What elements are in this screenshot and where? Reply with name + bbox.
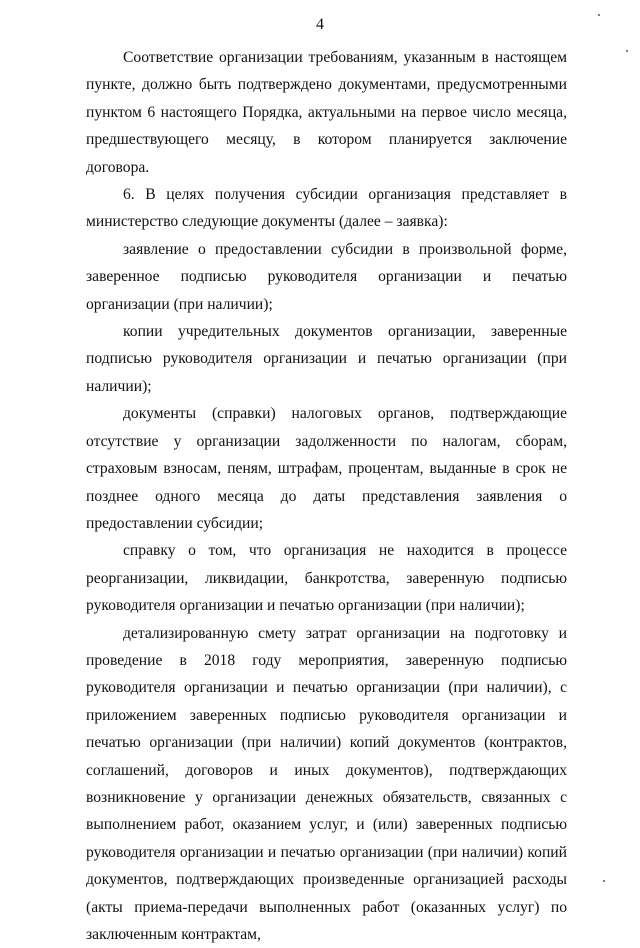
scan-speck bbox=[603, 880, 605, 882]
paragraph-reorganization-certificate: справку о том, что организация не находится в процессе реорганизации, ликвидации, банкротства, заверенную подписью руководителя организации и печатью организации (при наличии); bbox=[86, 542, 567, 615]
paragraph-cost-estimate: детализированную смету затрат организации на подготовку и проведение в 2018 году мероприятия, заверенную подписью руководителя организации и печатью организации (при наличии), с приложением заверенных подписью руководителя организации и печатью организации (при наличии) копий документов (контрактов, соглашений, договоров и иных документов), подтверждающих возникновение у организации денежных обязательств, связанных с выполнением работ, оказанием услуг, и (или) заверенных подписью руководителя организации и печатью организации (при наличии) копий документов, подтверждающих произведенные организацией расходы (акты приема-передачи выполненных работ (оказанных услуг) по заключенным контрактам, bbox=[86, 624, 567, 943]
document-body bbox=[86, 44, 567, 948]
paragraph-application: заявление о предоставлении субсидии в произвольной форме, заверенное подписью руководителя организации и печатью организации (при наличии); bbox=[86, 240, 567, 313]
paragraph-compliance: Соответствие организации требованиям, указанным в настоящем пункте, должно быть подтверждено документами, предусмотренными пунктом 6 настоящего Порядка, актуальными на первое число месяца, предшествующего месяцу, в котором планируется заключение договора. bbox=[86, 49, 567, 176]
paragraph-founding-documents: копии учредительных документов организации, заверенные подписью руководителя организации и печатью организации (при наличии); bbox=[86, 323, 567, 395]
scan-speck bbox=[626, 50, 628, 52]
paragraph-tax-certificates: документы (справки) налоговых органов, подтверждающие отсутствие у организации задолженности по налогам, сборам, страховым взносам, пеням, штрафам, процентам, выданные в срок не позднее одного месяца до даты представления заявления о предоставлении субсидии; bbox=[86, 405, 567, 532]
paragraph-item-6: 6. В целях получения субсидии организация представляет в министерство следующие документы (далее – заявка): bbox=[86, 186, 567, 231]
page-number: 4 bbox=[316, 16, 324, 33]
scan-speck bbox=[598, 14, 600, 16]
